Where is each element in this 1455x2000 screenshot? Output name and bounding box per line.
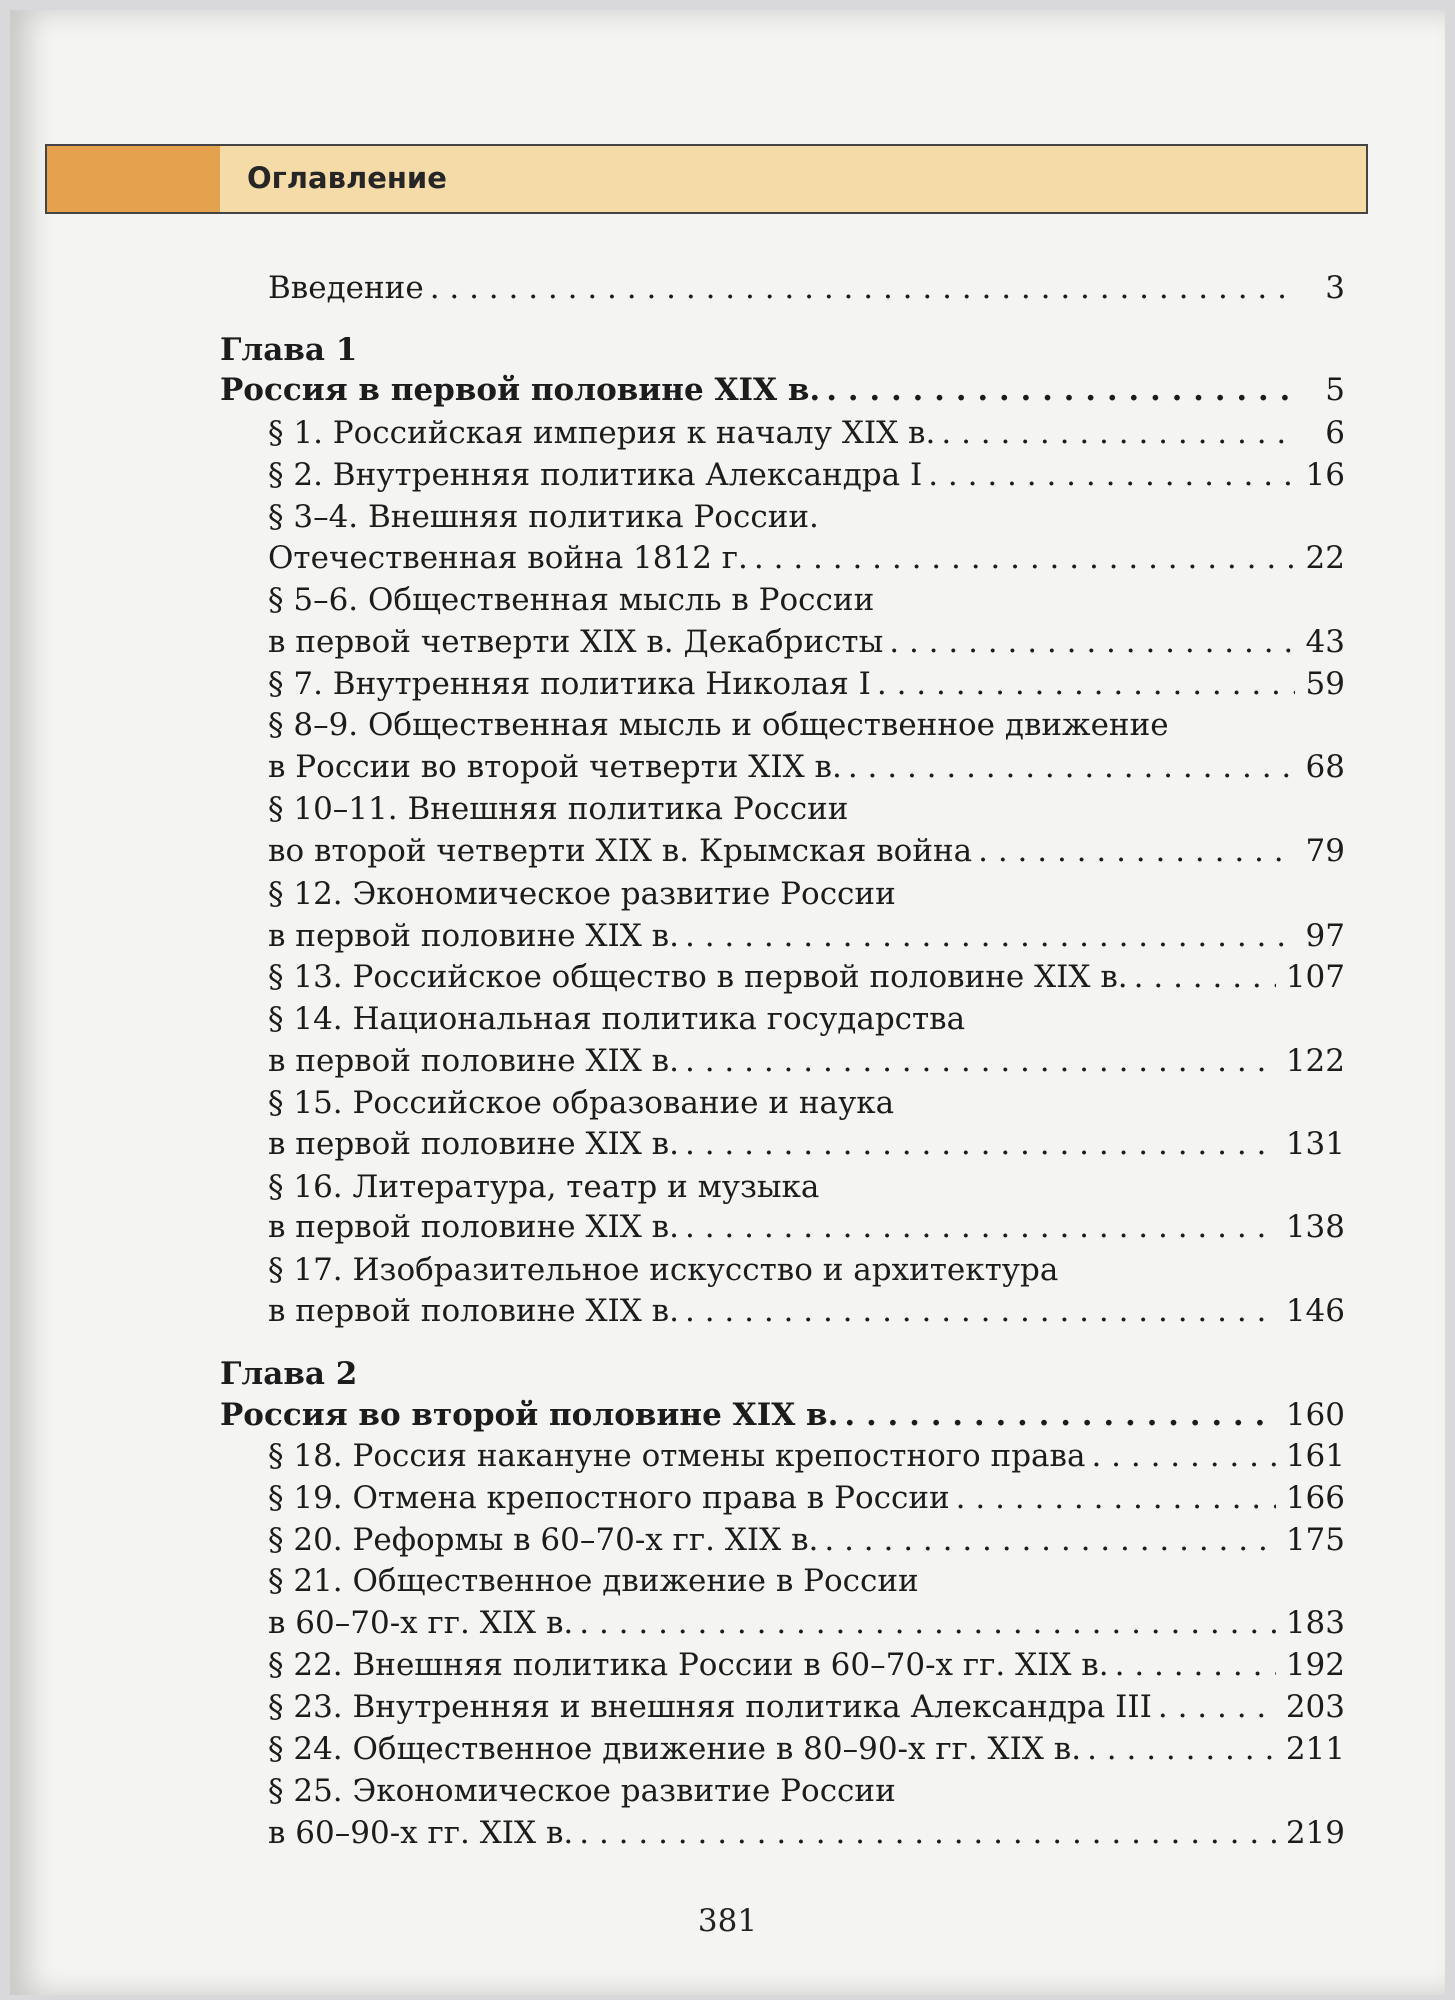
toc-entry [268,1207,1345,1247]
toc-page-number: 166 [1285,1480,1345,1516]
toc-page-number: 3 [1325,270,1345,306]
dot-leader [1091,1436,1275,1476]
dot-leader [844,1395,1275,1435]
toc-page-number: 5 [1325,372,1345,408]
toc-entry-text: в первой четверти XIX в. Декабристы [268,624,884,660]
toc-page-number: 22 [1305,540,1345,576]
toc-entry [268,1729,1345,1769]
toc-entry-text: § 1. Российская империя к началу XIX в. [268,415,936,451]
toc-entry [268,705,1345,745]
toc-entry-text: в первой половине XIX в. [268,1209,679,1245]
dot-leader [685,916,1295,956]
toc-entry [268,789,1345,829]
toc-page-number: 97 [1305,918,1345,954]
toc-entry-text: § 7. Внутренняя политика Николая I [268,666,871,702]
dot-leader [579,1603,1276,1643]
toc-entry-text: во второй четверти XIX в. Крымская война [268,833,973,869]
toc-entry [268,1478,1345,1518]
toc-entry [268,747,1345,787]
toc-page-number: 211 [1285,1731,1345,1767]
toc-entry [268,1813,1345,1853]
contents-title: Оглавление [247,161,447,195]
toc-entry-text: § 18. Россия накануне отмены крепостного права [268,1438,1086,1474]
toc-entry-text: § 5–6. Общественная мысль в России [268,582,875,618]
toc-entry [268,1083,1345,1123]
dot-leader [1134,957,1276,997]
toc-entry [268,1250,1345,1290]
toc-entry [268,413,1345,453]
toc-entry [268,874,1345,914]
toc-page-number: 219 [1285,1815,1345,1851]
dot-leader [1115,1645,1276,1685]
dot-leader [824,1520,1275,1560]
toc-entry-text: в 60–70-х гг. XIX в. [268,1605,574,1641]
toc-entry-text: § 12. Экономическое развитие России [268,876,896,912]
toc-entry [268,1436,1345,1476]
page-number: 381 [697,1903,758,1939]
toc-entry-text: § 21. Общественное движение в России [268,1563,919,1599]
toc-entry [268,538,1345,578]
dot-leader [941,413,1295,453]
toc-entry [268,622,1345,662]
dot-leader [978,831,1295,871]
toc-page-number: 131 [1285,1126,1345,1162]
toc-entry-text: § 8–9. Общественная мысль и общественное движение [268,707,1169,743]
toc-entry-text: в России во второй четверти XIX в. [268,749,842,785]
dot-leader [956,1478,1276,1518]
chapter-title-entry [220,370,1345,410]
toc-entry-text: Отечественная война 1812 г. [268,540,748,576]
toc-page-number: 175 [1285,1522,1345,1558]
toc-entry-text: § 10–11. Внешняя политика России [268,791,849,827]
table-of-contents [10,10,1445,1995]
toc-entry-text: § 14. Национальная политика государства [268,1001,966,1037]
toc-page-number: 79 [1305,833,1345,869]
toc-entry [268,957,1345,997]
toc-entry-text: § 2. Внутренняя политика Александра I [268,457,923,493]
toc-entry [268,1771,1345,1811]
toc-entry-text: Глава 2 [220,1356,358,1392]
dot-leader [579,1813,1276,1853]
toc-entry-text: § 19. Отмена крепостного права в России [268,1480,950,1516]
toc-entry-text: в 60–90-х гг. XIX в. [268,1815,574,1851]
toc-entry [268,1520,1345,1560]
dot-leader [685,1124,1276,1164]
dot-leader [685,1207,1276,1247]
book-page [10,10,1445,1995]
toc-entry [268,999,1345,1039]
toc-page-number: 43 [1305,624,1345,660]
toc-entry-text: в первой половине XIX в. [268,1126,679,1162]
toc-page-number: 68 [1305,749,1345,785]
toc-entry [268,455,1345,495]
dot-leader [754,538,1295,578]
toc-entry [268,1645,1345,1685]
toc-entry-text: в первой половине XIX в. [268,918,679,954]
toc-page-number: 160 [1285,1397,1345,1433]
toc-entry-text: Введение [268,270,424,306]
dot-leader [928,455,1295,495]
dot-leader [430,268,1295,308]
toc-entry [268,268,1345,308]
dot-leader [877,664,1295,704]
toc-page-number: 183 [1285,1605,1345,1641]
toc-entry-text: Россия во второй половине XIX в. [220,1397,839,1433]
dot-leader [1087,1729,1276,1769]
dot-leader [1158,1687,1276,1727]
toc-page-number: 146 [1285,1293,1345,1329]
toc-entry [268,916,1345,956]
toc-entry [268,580,1345,620]
chapter-heading [220,1354,1345,1394]
toc-entry-text: § 23. Внутренняя и внешняя политика Александра III [268,1689,1152,1725]
toc-entry-text: § 15. Российское образование и наука [268,1085,895,1121]
toc-page-number: 138 [1285,1209,1345,1245]
toc-page-number: 16 [1305,457,1345,493]
dot-leader [889,622,1295,662]
toc-entry-text: § 16. Литература, театр и музыка [268,1169,820,1205]
dot-leader [826,370,1295,410]
toc-page-number: 122 [1285,1043,1345,1079]
toc-entry [268,1561,1345,1601]
toc-page-number: 161 [1285,1438,1345,1474]
toc-entry-text: в первой половине XIX в. [268,1293,679,1329]
toc-entry [268,1603,1345,1643]
chapter-title-entry [220,1395,1345,1435]
toc-entry-text: § 13. Российское общество в первой половине XIX в. [268,959,1128,995]
toc-entry-text: в первой половине XIX в. [268,1043,679,1079]
toc-entry [268,497,1345,537]
toc-entry-text: § 20. Реформы в 60–70-х гг. XIX в. [268,1522,819,1558]
toc-entry-text: Глава 1 [220,332,358,368]
toc-entry-text: § 3–4. Внешняя политика России. [268,499,819,535]
toc-entry-text: § 24. Общественное движение в 80–90-х гг. XIX в. [268,1731,1082,1767]
toc-page-number: 203 [1285,1689,1345,1725]
toc-entry [268,664,1345,704]
toc-page-number: 107 [1285,959,1345,995]
chapter-heading [220,330,1345,370]
toc-entry-text: § 17. Изобразительное искусство и архитектура [268,1252,1059,1288]
toc-page-number: 192 [1285,1647,1345,1683]
toc-entry [268,1124,1345,1164]
toc-entry-text: § 22. Внешняя политика России в 60–70-х гг. XIX в. [268,1647,1109,1683]
toc-entry [268,1687,1345,1727]
toc-entry [268,1167,1345,1207]
toc-entry-text: Россия в первой половине XIX в. [220,372,821,408]
toc-page-number: 59 [1305,666,1345,702]
toc-page-number: 6 [1325,415,1345,451]
toc-entry [268,1291,1345,1331]
toc-entry [268,831,1345,871]
toc-entry [268,1041,1345,1081]
toc-entry-text: § 25. Экономическое развитие России [268,1773,896,1809]
dot-leader [685,1041,1276,1081]
dot-leader [685,1291,1276,1331]
dot-leader [848,747,1295,787]
